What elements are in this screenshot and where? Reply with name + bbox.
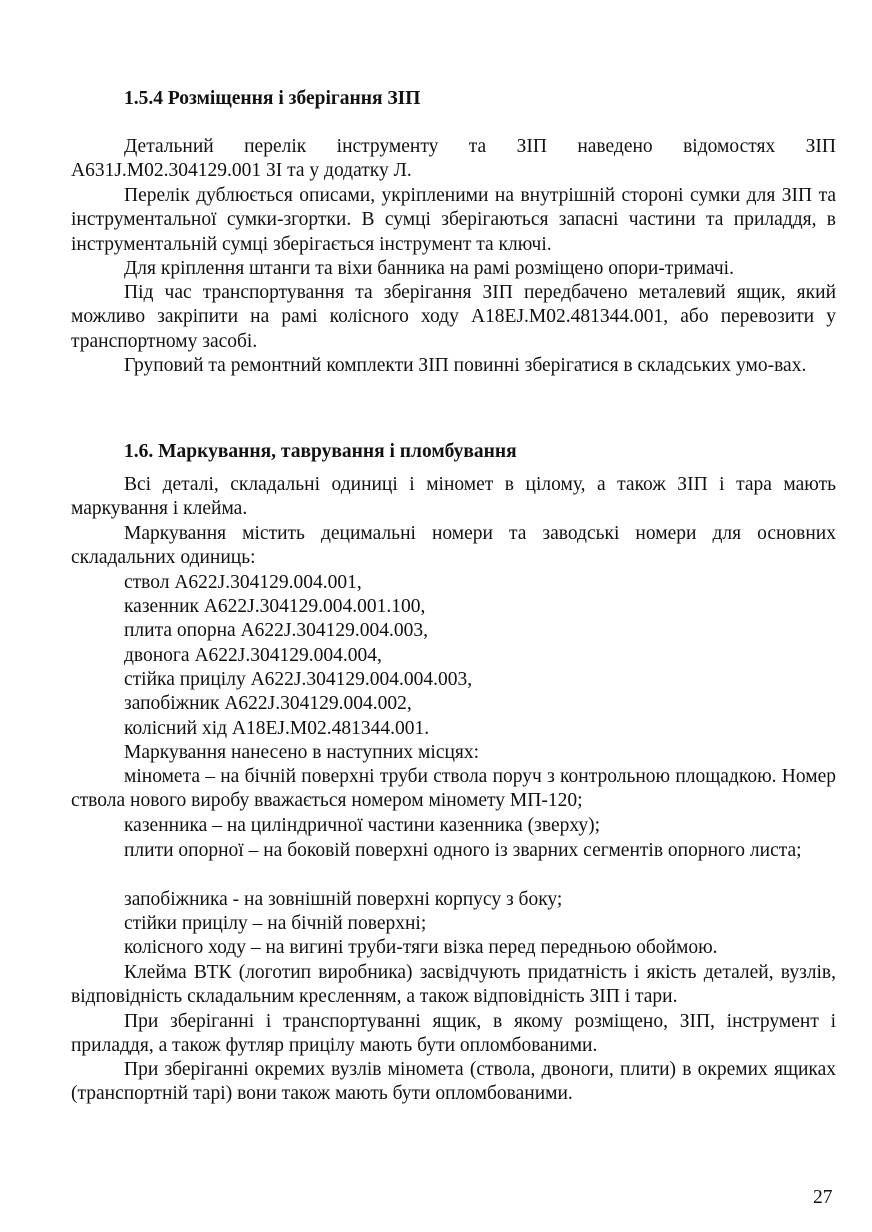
paragraph: Для кріплення штанги та віхи банника на рамі розміщено опори-тримачі. <box>124 258 734 279</box>
location-item: казенника – на циліндричної частини казенника (зверху); <box>124 815 601 836</box>
list-item: колісний хід А18ЕJ.М02.481344.001. <box>124 718 430 739</box>
list-item: двонога А622J.304129.004.004, <box>124 645 382 666</box>
paragraph: Детальний перелік інструменту та ЗІП наведено відомостях ЗІП А631J.М02.304129.001 ЗІ та у додатку Л. <box>71 136 836 182</box>
paragraph: При зберіганні окремих вузлів міномета (ствола, двоноги, плити) в окремих ящиках (транспортній тарі) вони також мають бути опломбованими. <box>71 1059 836 1105</box>
paragraph: Маркування нанесено в наступних місцях: <box>124 742 480 763</box>
page-number: 27 <box>813 1187 833 1208</box>
location-paragraph: міномета – на бічній поверхні труби ствола поруч з контрольною площадкою. Номер ствола нового виробу вважається номером міномету МП-120; <box>71 766 836 812</box>
list-item: ствол А622J.304129.004.001, <box>124 572 362 593</box>
paragraph: Під час транспортування та зберігання ЗІП передбачено металевий ящик, який можливо закріпити на рамі колісного ходу А18ЕJ.М02.481344.001, або перевозити у транспортному засобі. <box>71 282 836 352</box>
paragraph: Маркування містить децимальні номери та заводські номери для основних складальних одиниць: <box>71 523 836 569</box>
list-item: запобіжник А622J.304129.004.002, <box>124 693 412 714</box>
paragraph: Всі деталі, складальні одиниці і міномет в цілому, а також ЗІП і тара мають маркування і клейма. <box>71 474 836 520</box>
location-item: стійки прицілу – на бічній поверхні; <box>124 913 427 934</box>
paragraph: Перелік дублюється описами, укріпленими на внутрішній стороні сумки для ЗІП та інструментальної сумки-згортки. В сумці зберігаються запасні частини та приладдя, в інструментальній сумці зберігається інструмент та ключі. <box>71 185 836 255</box>
location-paragraph: плити опорної – на боковій поверхні одного із зварних сегментів опорного листа; <box>124 840 802 861</box>
list-item: плита опорна А622J.304129.004.003, <box>124 620 428 641</box>
list-item: стійка прицілу А622J.304129.004.004.003, <box>124 669 473 690</box>
list-item: казенник А622J.304129.004.001.100, <box>124 596 426 617</box>
section-1-5-4-heading: 1.5.4 Розміщення і зберігання ЗІП <box>124 88 421 109</box>
paragraph: При зберіганні і транспортуванні ящик, в якому розміщено, ЗІП, інструмент і приладдя, а також футляр прицілу мають бути опломбованими. <box>71 1011 836 1057</box>
paragraph: Клейма ВТК (логотип виробника) засвідчують придатність і якість деталей, вузлів, відповідність складальним кресленням, а також відповідність ЗІП і тари. <box>71 962 836 1008</box>
location-item: запобіжника - на зовнішній поверхні корпусу з боку; <box>124 889 563 910</box>
paragraph: Груповий та ремонтний комплекти ЗІП повинні зберігатися в складських умо-вах. <box>124 355 807 376</box>
location-item: колісного ходу – на вигині труби-тяги візка перед передньою обоймою. <box>124 937 718 958</box>
section-1-6-heading: 1.6. Маркування, таврування і пломбування <box>124 441 517 462</box>
